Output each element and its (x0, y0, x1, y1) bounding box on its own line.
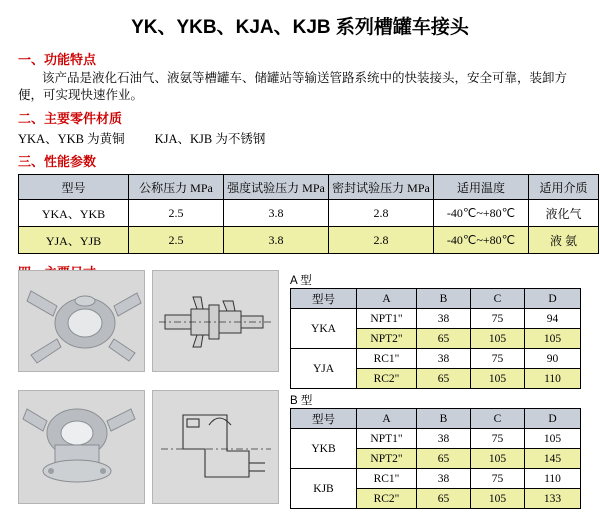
table-row (19, 227, 599, 254)
perf-cell: -40℃~+80℃ (434, 200, 529, 227)
perf-cell: 液化气 (529, 200, 599, 227)
dim-a-cell: 65 (417, 329, 471, 349)
dim-a-model-cell: YJA (291, 349, 357, 389)
material-line (18, 129, 600, 147)
dim-b-header-cell: B (417, 409, 471, 429)
dim-b-cell: 65 (417, 449, 471, 469)
dimension-table-b (290, 408, 581, 509)
table-header-row (19, 175, 599, 200)
table-header-row (291, 409, 581, 429)
coupling-drawing-b-art (153, 391, 278, 503)
material-left: YKA、YKB 为黄铜 (18, 132, 125, 146)
coupling-drawing-a-art (153, 271, 278, 371)
dim-b-cell: 105 (471, 489, 525, 509)
dim-b-cell: NPT2" (357, 449, 417, 469)
perf-cell: 液 氨 (529, 227, 599, 254)
dim-a-caption: A 型 (290, 275, 312, 287)
dim-a-cell: 94 (525, 309, 581, 329)
dim-b-header-cell: 型号 (291, 409, 357, 429)
dim-b-header-cell: D (525, 409, 581, 429)
dim-b-cell: 75 (471, 469, 525, 489)
dim-a-cell: 75 (471, 349, 525, 369)
table-row (291, 349, 581, 369)
dim-b-cell: 38 (417, 429, 471, 449)
dim-b-caption: B 型 (290, 395, 313, 407)
perf-header-cell: 适用温度 (434, 175, 529, 200)
perf-cell: 3.8 (224, 227, 329, 254)
perf-cell: 2.5 (129, 200, 224, 227)
dim-a-cell: RC2" (357, 369, 417, 389)
dim-a-header-cell: 型号 (291, 289, 357, 309)
dim-b-cell: 105 (525, 429, 581, 449)
dim-a-cell: 105 (471, 369, 525, 389)
perf-header-cell: 适用介质 (529, 175, 599, 200)
table-row (291, 309, 581, 329)
perf-cell: 3.8 (224, 200, 329, 227)
section-heading-features: 一、功能特点 (18, 52, 97, 67)
table-row (291, 469, 581, 489)
dim-a-cell: 90 (525, 349, 581, 369)
drawing-coupling-a (152, 270, 279, 372)
perf-cell: 2.5 (129, 227, 224, 254)
dim-a-cell: RC1" (357, 349, 417, 369)
section-heading-material: 二、主要零件材质 (18, 111, 123, 126)
perf-header-cell: 强度试验压力 MPa (224, 175, 329, 200)
dim-a-header-cell: D (525, 289, 581, 309)
table-row (291, 429, 581, 449)
dim-a-model-cell: YKA (291, 309, 357, 349)
table-row (19, 200, 599, 227)
drawing-coupling-b (152, 390, 279, 504)
perf-cell: YKA、YKB (19, 200, 129, 227)
dim-b-cell: 75 (471, 429, 525, 449)
dim-b-header-cell: C (471, 409, 525, 429)
perf-cell: -40℃~+80℃ (434, 227, 529, 254)
perf-cell: 2.8 (329, 200, 434, 227)
dim-b-model-cell: YKB (291, 429, 357, 469)
material-right: KJA、KJB 为不锈钢 (154, 132, 266, 146)
dim-b-cell: RC1" (357, 469, 417, 489)
dim-a-cell: NPT1" (357, 309, 417, 329)
dim-b-cell: 145 (525, 449, 581, 469)
features-paragraph (18, 70, 586, 104)
dim-b-cell: RC2" (357, 489, 417, 509)
dim-a-cell: 38 (417, 349, 471, 369)
dim-b-cell: 110 (525, 469, 581, 489)
dim-a-header-cell: C (471, 289, 525, 309)
features-text: 该产品是液化石油气、液氨等槽罐车、储罐站等输送管路系统中的快装接头，安全可靠，装卸方便，可实现快速作业。 (18, 71, 568, 102)
dim-b-cell: NPT1" (357, 429, 417, 449)
table-header-row (291, 289, 581, 309)
coupling-photo-b-art (19, 391, 144, 503)
coupling-photo-a-art (19, 271, 144, 371)
dim-a-cell: 105 (471, 329, 525, 349)
dim-a-cell: NPT2" (357, 329, 417, 349)
photo-coupling-b (18, 390, 145, 504)
photo-coupling-a (18, 270, 145, 372)
dim-b-cell: 65 (417, 489, 471, 509)
dim-b-header-cell: A (357, 409, 417, 429)
performance-table (18, 174, 599, 254)
dim-b-cell: 133 (525, 489, 581, 509)
perf-header-cell: 型号 (19, 175, 129, 200)
page-title: YK、YKB、KJA、KJB 系列槽罐车接头 (131, 17, 469, 38)
dim-b-cell: 105 (471, 449, 525, 469)
perf-cell: 2.8 (329, 227, 434, 254)
dimension-table-a (290, 288, 581, 389)
dim-b-model-cell: KJB (291, 469, 357, 509)
dim-a-header-cell: A (357, 289, 417, 309)
dim-b-cell: 38 (417, 469, 471, 489)
perf-cell: YJA、YJB (19, 227, 129, 254)
dim-a-cell: 38 (417, 309, 471, 329)
dim-a-header-cell: B (417, 289, 471, 309)
perf-header-cell: 密封试验压力 MPa (329, 175, 434, 200)
dim-a-cell: 105 (525, 329, 581, 349)
dim-a-cell: 65 (417, 369, 471, 389)
dim-a-cell: 75 (471, 309, 525, 329)
perf-header-cell: 公称压力 MPa (129, 175, 224, 200)
dim-a-cell: 110 (525, 369, 581, 389)
section-heading-performance: 三、性能参数 (18, 154, 97, 169)
